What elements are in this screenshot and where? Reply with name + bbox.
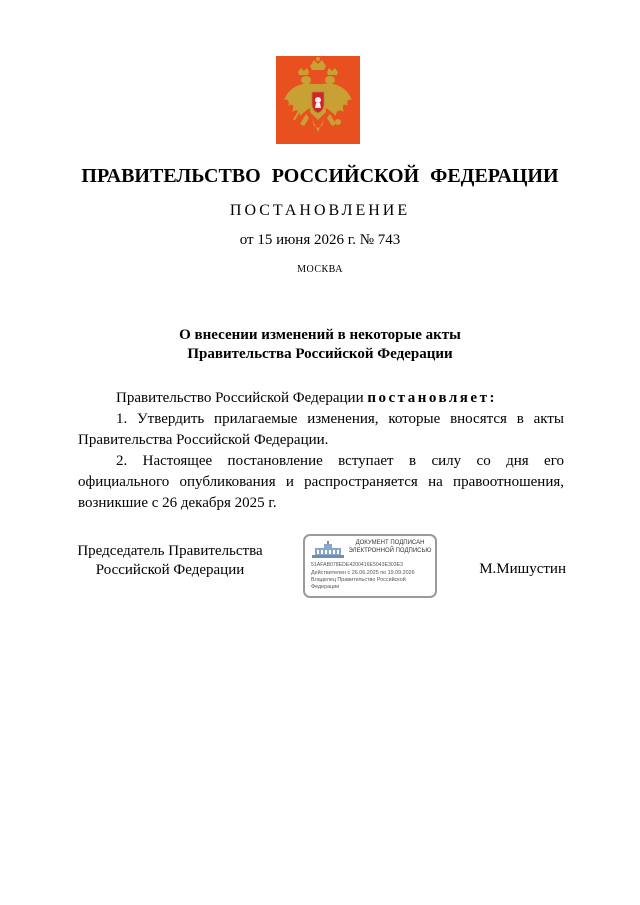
signatory-position-line-2: Российской Федерации	[95, 562, 245, 578]
preamble-paragraph	[78, 388, 564, 409]
government-title: ПРАВИТЕЛЬСТВО РОССИЙСКОЙ ФЕДЕРАЦИИ	[81, 165, 559, 187]
document-body	[78, 388, 564, 514]
document-city: МОСКВА	[297, 264, 343, 275]
government-building-icon	[311, 541, 345, 559]
stamp-owner: Владелец Правительство Российской Федерации	[311, 577, 406, 590]
subject-line-2: Правительства Российской Федерации	[187, 346, 453, 362]
signatory-position-line-1: Председатель Правительства	[77, 543, 263, 559]
signatory-position	[74, 542, 266, 580]
item-1-paragraph: 1. Утвердить прилагаемые изменения, которые вносятся в акты Правительства Российской Федерации.	[78, 411, 564, 448]
item-2-paragraph: 2. Настоящее постановление вступает в силу со дня его официального опубликования и распространяется на правоотношения, возникшие с 26 декабря 2025 г.	[78, 453, 564, 511]
preamble-text: Правительство Российской Федерации	[116, 390, 368, 406]
stamp-certificate-serial: 51AFAB078EDE4200416E5043E303E3	[311, 562, 404, 568]
preamble-action: постановляет:	[367, 390, 497, 406]
stamp-header-line-2: ЭЛЕКТРОННОЙ ПОДПИСЬЮ	[348, 547, 432, 554]
stamp-header-line-1: ДОКУМЕНТ ПОДПИСАН	[355, 540, 425, 546]
electronic-signature-stamp	[303, 534, 437, 598]
stamp-header	[345, 540, 435, 555]
subject-line-1: О внесении изменений в некоторые акты	[179, 327, 461, 343]
stamp-validity: Действителен с 26.06.2025 по 19.09.2026	[311, 570, 415, 576]
state-emblem-icon	[276, 56, 360, 144]
document-date-number: от 15 июня 2026 г. № 743	[239, 232, 401, 248]
document-subject	[0, 326, 640, 364]
signatory-name: М.Мишустин	[479, 561, 566, 577]
document-type: ПОСТАНОВЛЕНИЕ	[229, 202, 411, 219]
